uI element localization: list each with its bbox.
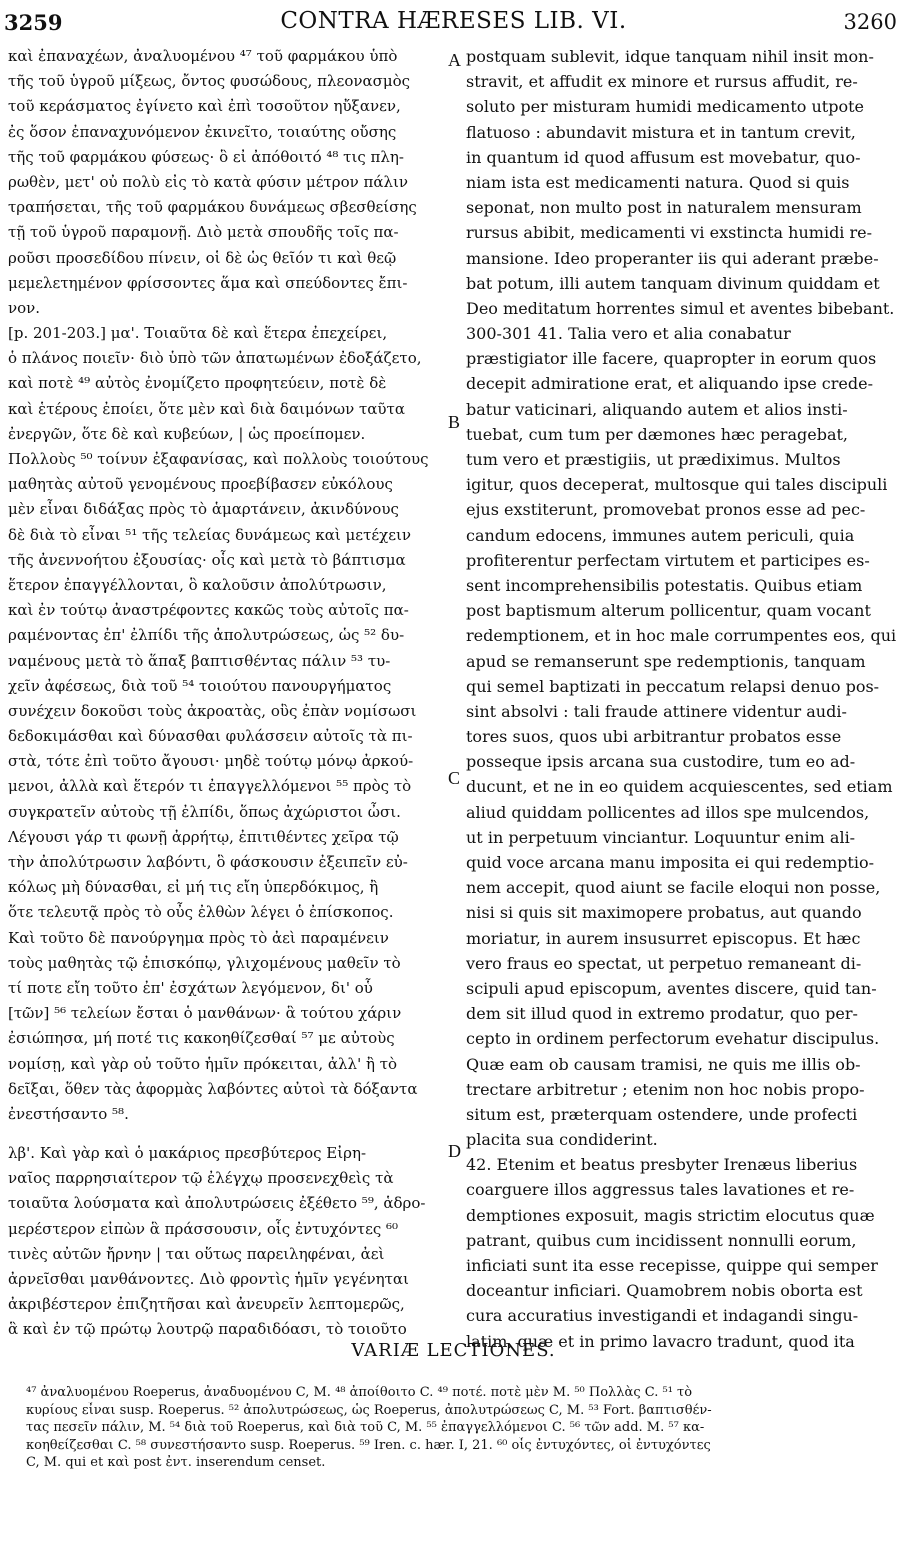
latin-text-line: sint absolvi : tali fraude attinere videntur audi- xyxy=(466,701,847,721)
variant-note-line: C, M. qui et καὶ post ἐντ. inserendum censet. xyxy=(26,1455,326,1470)
variant-note-line: κυρίους εἶναι susp. Roeperus. ⁵² ἀπολυτρώσεως, ὡς Roeperus, ἀπολυτρώσεως C, M. ⁵³ Fort. βαπτισθέν- xyxy=(26,1402,712,1418)
latin-text-line: batur vaticinari, aliquando autem et alios insti- xyxy=(466,399,848,419)
latin-text-line: seponat, non multo post in naturalem mensuram xyxy=(466,198,862,218)
latin-text-line: ut in perpetuum vinciantur. Loquuntur enim ali- xyxy=(466,827,856,847)
greek-text-line: ἐνεργῶν, ὅτε δὲ καὶ κυβεύων, | ὡς προείπομεν. xyxy=(8,424,366,443)
greek-text-line: μερέστερον εἰπὼν ἃ πράσσουσιν, οἷς ἐντυχόντες ⁶⁰ xyxy=(8,1219,399,1238)
greek-text-line: ὅτε τελευτᾷ πρὸς τὸ οὖς ἐλθὼν λέγει ὁ ἐπίσκοπος. xyxy=(8,903,394,922)
greek-text-line: τοιαῦτα λούσματα καὶ ἀπολυτρώσεις ἐξέθετο ⁵⁹, ἁδρο- xyxy=(8,1194,426,1213)
latin-text-line: posseque ipsis arcana sua custodire, tum eo ad- xyxy=(466,752,856,772)
greek-text-line: κόλως μὴ δύνασθαι, εἰ μή τις εἴη ὑπερδόκιμος, ἢ xyxy=(8,878,379,897)
greek-text-line: ναῖος παρρησιαίτερον τῷ ἐλέγχῳ προσενεχθεὶς τὰ xyxy=(8,1169,394,1188)
greek-text-line: στὰ, τότε ἐπὶ τοῦτο ἄγουσι· μηδὲ τούτῳ μόνῳ ἀρκού- xyxy=(8,752,414,771)
greek-text-line xyxy=(8,1127,438,1141)
latin-text-line: demptiones exposuit, magis strictim elocutus quæ xyxy=(466,1205,875,1225)
margin-letter-b: B xyxy=(448,412,461,432)
greek-text-line: ἐσιώπησα, μή ποτέ τις κακοηθίζεσθαί ⁵⁷ με αὐτοὺς xyxy=(8,1029,395,1048)
greek-text-line: ἐς ὅσον ἐπαναχυνόμενον ἐκινεῖτο, τοιαύτης οὔσης xyxy=(8,122,397,141)
greek-text-line: νομίσῃ, καὶ γὰρ οὐ τοῦτο ἡμῖν πρόκειται, ἀλλ' ἢ τὸ xyxy=(8,1054,398,1073)
greek-text-line: τῆς τοῦ ὑγροῦ μίξεως, ὄντος φυσώδους, πλεονασμὸς xyxy=(8,72,411,91)
greek-text-line: ραμένοντας ἐπ' ἐλπίδι τῆς ἀπολυτρώσεως, ὡς ⁵² δυ- xyxy=(8,626,405,645)
latin-text-line: quid voce arcana manu imposita ei qui redemptio- xyxy=(466,853,874,872)
latin-text-line: 300-301 41. Talia vero et alia conabatur xyxy=(466,324,791,344)
latin-text-line: niam ista est medicamenti natura. Quod si quis xyxy=(466,172,850,192)
variant-note-line: κοηθείζεσθαι C. ⁵⁸ συνεστήσαντο susp. Roeperus. ⁵⁹ Iren. c. hær. I, 21. ⁶⁰ οἷς ἐντυχόντες, οἱ ἐντυχόντες xyxy=(26,1437,711,1453)
latin-text-line: igitur, quos deceperat, multosque qui tales discipuli xyxy=(466,475,888,495)
latin-text-line: redemptionem, et in hoc male corrumpentes eos, qui xyxy=(466,626,896,646)
greek-text-line: καὶ ἑτέρους ἐποίει, ὅτε μὲν καὶ διὰ δαιμόνων ταῦτα xyxy=(8,399,405,418)
greek-text-line: δεῖξαι, ὅθεν τὰς ἀφορμὰς λαβόντες αὐτοὶ τὰ δόξαντα xyxy=(8,1079,418,1098)
latin-text-line: moriatur, in aurem insusurret episcopus. Et hæc xyxy=(466,928,861,948)
greek-text-line: Πολλοὺς ⁵⁰ τοίνυν ἐξαφανίσας, καὶ πολλοὺς τοιούτους xyxy=(8,450,429,468)
greek-text-line: ροῦσι προσεδίδου πίνειν, οἱ δὲ ὡς θεῖόν τι καὶ θεῷ xyxy=(8,248,397,267)
variant-readings-notes xyxy=(26,1384,894,1472)
latin-text-line: Quæ eam ob causam tramisi, ne quis me illis ob- xyxy=(466,1054,861,1074)
margin-letter-c: C xyxy=(448,768,461,788)
running-header xyxy=(0,6,907,36)
latin-text-line: vero fraus eo spectat, ut perpetuo remaneant di- xyxy=(466,953,862,973)
latin-text-line: 42. Etenim et beatus presbyter Irenæus liberius xyxy=(466,1155,858,1175)
greek-text-line: ναμένους μετὰ τὸ ἅπαξ βαπτισθέντας πάλιν ⁵³ τυ- xyxy=(8,651,391,670)
greek-text-line: [p. 201-203.] μα'. Τοιαῦτα δὲ καὶ ἕτερα ἐπεχείρει, xyxy=(8,324,388,343)
greek-text-line: καὶ ποτὲ ⁴⁹ αὐτὸς ἐνομίζετο προφητεύειν, ποτὲ δὲ xyxy=(8,374,387,393)
greek-text-line: ἐνεστήσαντο ⁵⁸. xyxy=(8,1104,129,1123)
greek-text-line: μὲν εἶναι διδάξας πρὸς τὸ ἁμαρτάνειν, ἀκινδύνους xyxy=(8,500,399,519)
latin-text-line: cepto in ordinem perfectorum evehatur discipulus. xyxy=(466,1029,880,1049)
greek-column xyxy=(8,44,438,1343)
greek-text-line: ρωθὲν, μετ' οὐ πολὺ εἰς τὸ κατὰ φύσιν μέτρον πάλιν xyxy=(8,172,408,191)
greek-text-line: τοὺς μαθητὰς τῷ ἐπισκόπῳ, γλιχομένους μαθεῖν τὸ xyxy=(8,953,401,972)
greek-text-line: Καὶ τοῦτο δὲ πανούργημα πρὸς τὸ ἀεὶ παραμένειν xyxy=(8,928,389,947)
greek-text-line: ἀρνεῖσθαι μανθάνοντες. Διὸ φροντὶς ἡμῖν γεγένηται xyxy=(8,1270,409,1288)
greek-text-line: δὲ διὰ τὸ εἶναι ⁵¹ τῆς τελείας δυνάμεως καὶ μετέχειν xyxy=(8,525,412,544)
latin-text-line: scipuli apud episcopum, aventes discere, quid tan- xyxy=(466,978,877,998)
latin-text-line: Deo meditatum horrentes simul et aventes bibebant. xyxy=(466,298,895,318)
greek-text-line: τὴν ἀπολύτρωσιν λαβόντι, ὃ φάσκουσιν ἐξειπεῖν εὐ- xyxy=(8,853,408,871)
greek-text-line: μαθητὰς αὐτοῦ γενομένους προεβίβασεν εὐκόλους xyxy=(8,475,393,494)
latin-text-line: nisi si quis sit maximopere probatus, aut quando xyxy=(466,903,862,923)
latin-column xyxy=(466,44,896,1354)
latin-text-line: postquam sublevit, idque tanquam nihil insit mon- xyxy=(466,47,874,66)
greek-text-line: τῆς τοῦ φαρμάκου φύσεως· ὃ εἰ ἀπόθοιτό ⁴⁸ τις πλη- xyxy=(8,147,404,166)
latin-text-line: situm est, præterquam ostendere, unde profecti xyxy=(466,1104,858,1124)
greek-text-line: συνέχειν δοκοῦσι τοὺς ἀκροατὰς, οὓς ἐπὰν νομίσωσι xyxy=(8,701,417,720)
greek-text-line: καὶ ἐν τούτῳ ἀναστρέφοντες κακῶς τοὺς αὐτοῖς πα- xyxy=(8,601,409,620)
latin-text-line: tum vero et præstigiis, ut prædiximus. Multos xyxy=(466,450,841,469)
latin-text-line: coarguere illos aggressus tales lavationes et re- xyxy=(466,1180,855,1200)
latin-text-line: inficiati sunt ita esse recepisse, quippe qui semper xyxy=(466,1256,878,1275)
latin-text-line: apud se remanserunt spe redemptionis, tanquam xyxy=(466,651,866,671)
greek-text-line: δεδοκιμάσθαι καὶ δύνασθαι φυλάσσειν αὐτοῖς τὰ πι- xyxy=(8,727,413,746)
latin-text-line: in quantum id quod affusum est movebatur, quo- xyxy=(466,147,861,167)
latin-text-line: qui semel baptizati in peccatum relapsi denuo pos- xyxy=(466,676,880,696)
latin-text-line: tores suos, quos ubi arbitrantur probatos esse xyxy=(466,727,842,747)
latin-text-line: præstigiator ille facere, quapropter in eorum quos xyxy=(466,349,877,369)
latin-text-line: placita sua condiderint. xyxy=(466,1130,658,1150)
latin-text-line: dem sit illud quod in extremo prodatur, quo per- xyxy=(466,1004,858,1024)
margin-letter-a: A xyxy=(448,50,461,70)
latin-text-line: stravit, et affudit ex minore et rursus affudit, re- xyxy=(466,72,858,92)
greek-text-line: χεῖν ἀφέσεως, διὰ τοῦ ⁵⁴ τοιούτου πανουργήματος xyxy=(8,676,392,695)
page-number-left: 3259 xyxy=(4,10,63,35)
latin-text-line: profiterentur perfectam virtutem et participes es- xyxy=(466,550,870,570)
latin-text-line: tuebat, cum tum per dæmones hæc peragebat, xyxy=(466,424,848,444)
greek-text-line: καὶ ἐπαναχέων, ἀναλυομένου ⁴⁷ τοῦ φαρμάκου ὑπὸ xyxy=(8,47,398,65)
latin-text-line: ejus exstiterunt, promovebat pronos esse ad pec- xyxy=(466,500,866,520)
latin-text-line: patrant, quibus cum incidissent nonnulli eorum, xyxy=(466,1230,857,1250)
latin-text-line: doceantur inficiari. Quamobrem nobis oborta est xyxy=(466,1281,863,1301)
latin-text-line: soluto per misturam humidi medicamento utpote xyxy=(466,97,864,117)
greek-text-line: νον. xyxy=(8,298,41,317)
latin-text-line: aliud quiddam pollicentes ad illos spe mulcendos, xyxy=(466,802,870,822)
latin-text-line: flatuoso : abundavit mistura et in tantum crevit, xyxy=(466,122,856,142)
greek-text-line: τῆς ἀνεννοήτου ἐξουσίας· οἷς καὶ μετὰ τὸ βάπτισμα xyxy=(8,550,406,569)
variant-note-line: τας πεσεῖν πάλιν, M. ⁵⁴ διὰ τοῦ Roeperus, καὶ διὰ τοῦ C, M. ⁵⁵ ἐπαγγελλόμενοι C. ⁵⁶ τῶν add. M. ⁵⁷ κα- xyxy=(26,1420,705,1435)
running-title: CONTRA HÆRESES LIB. VI. xyxy=(280,8,627,34)
latin-text-line: candum edocens, immunes autem periculi, quia xyxy=(466,525,855,545)
page-number-right: 3260 xyxy=(843,10,897,34)
greek-text-line: μεμελετημένον φρίσσοντες ἅμα καὶ σπεύδοντες ἔπι- xyxy=(8,273,408,292)
latin-text-line: bat potum, illi autem tanquam divinum quiddam et xyxy=(466,273,880,293)
greek-text-line: ἀκριβέστερον ἐπιζητῆσαι καὶ ἀνευρεῖν λεπτομερῶς, xyxy=(8,1295,405,1314)
greek-text-line: μενοι, ἀλλὰ καὶ ἕτερόν τι ἐπαγγελλόμενοι ⁵⁵ πρὸς τὸ xyxy=(8,777,412,796)
greek-text-line: ἃ καὶ ἐν τῷ πρώτῳ λουτρῷ παραδιδόασι, τὸ τοιοῦτο xyxy=(8,1320,407,1339)
greek-text-line: λβ'. Καὶ γὰρ καὶ ὁ μακάριος πρεσβύτερος Εἰρη- xyxy=(8,1144,367,1163)
latin-text-line: cura accuratius investigandi et indagandi singu- xyxy=(466,1306,859,1326)
greek-text-line: τῇ τοῦ ὑγροῦ παραμονῇ. Διὸ μετὰ σπουδῆς τοῖς πα- xyxy=(8,223,399,242)
greek-text-line: ἕτερον ἐπαγγέλλονται, ὃ καλοῦσιν ἀπολύτρωσιν, xyxy=(8,575,387,594)
latin-text-line: nem accepit, quod aiunt se facile eloqui non posse, xyxy=(466,878,881,898)
greek-text-line: [τῶν] ⁵⁶ τελείων ἔσται ὁ μανθάνων· ἃ τούτου χάριν xyxy=(8,1004,402,1023)
variae-lectiones-heading: VARIÆ LECTIONES. xyxy=(351,1340,556,1361)
greek-text-line: τί ποτε εἴη τοῦτο ἐπ' ἐσχάτων λεγόμενον, δι' οὗ xyxy=(8,978,373,997)
greek-text-line: συγκρατεῖν αὐτοὺς τῇ ἐλπίδι, ὅπως ἀχώριστοι ὦσι. xyxy=(8,802,401,821)
greek-text-line: ὁ πλάνος ποιεῖν· διὸ ὑπὸ τῶν ἀπατωμένων ἐδοξάζετο, xyxy=(8,349,422,368)
latin-text-line: ducunt, et ne in eo quidem acquiescentes, sed etiam xyxy=(466,777,893,797)
margin-letter-d: D xyxy=(448,1141,461,1161)
latin-text-line: latim, quæ et in primo lavacro tradunt, quod ita xyxy=(466,1331,855,1351)
latin-text-line: rursus abibit, medicamenti vi exstincta humidi re- xyxy=(466,223,873,243)
variant-note-line: ⁴⁷ ἀναλυομένου Roeperus, ἀναδυομένου C, M. ⁴⁸ ἀποίθοιτο C. ⁴⁹ ποτέ. ποτὲ μὲν M. ⁵⁰ Πολλὰς C. ⁵¹ τὸ xyxy=(26,1385,693,1400)
latin-text-line: post baptismum alterum pollicentur, quam vocant xyxy=(466,601,871,621)
greek-text-line: Λέγουσι γάρ τι φωνῇ ἀρρήτῳ, ἐπιτιθέντες χεῖρα τῷ xyxy=(8,827,399,846)
latin-text-line: sent incomprehensibilis potestatis. Quibus etiam xyxy=(466,575,863,595)
greek-text-line: τινὲς αὐτῶν ἤρνην | ται οὕτως παρειληφέναι, ἀεὶ xyxy=(8,1244,385,1263)
latin-text-line: mansione. Ideo properanter iis qui aderant præbe- xyxy=(466,248,879,268)
latin-text-line: decepit admiratione erat, et aliquando ipse crede- xyxy=(466,374,873,394)
greek-text-line: τοῦ κεράσματος ἐγίνετο καὶ ἐπὶ τοσοῦτον ηὔξανεν, xyxy=(8,97,401,116)
latin-text-line: trectare arbitretur ; etenim non hoc nobis propo- xyxy=(466,1079,865,1099)
greek-text-line: τραπήσεται, τῆς τοῦ φαρμάκου δυνάμεως σβεσθείσης xyxy=(8,198,417,217)
